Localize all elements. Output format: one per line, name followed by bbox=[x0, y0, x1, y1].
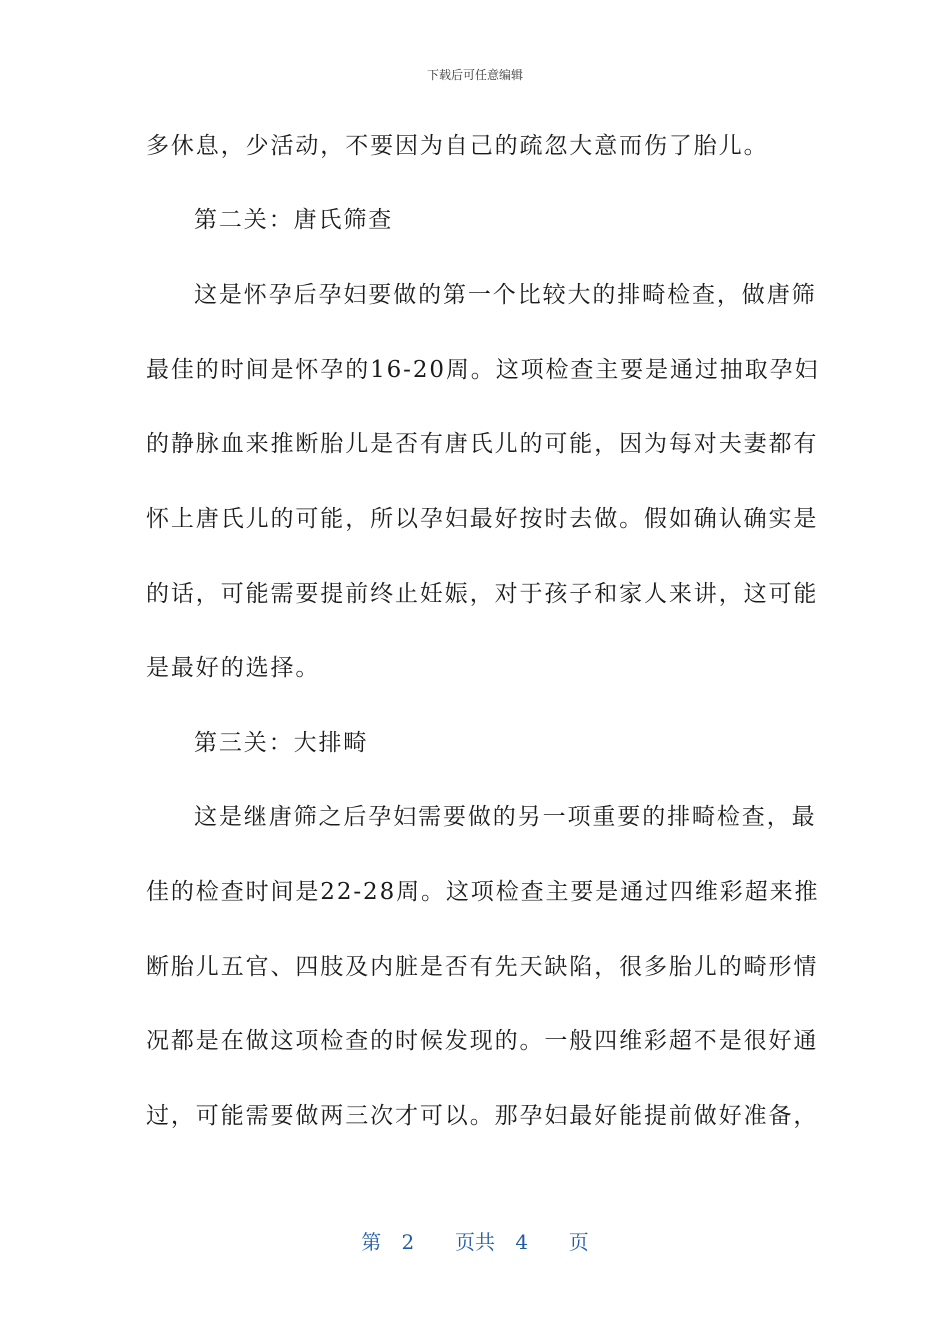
page-number-footer: 第 2 页共 4 页 bbox=[361, 1230, 589, 1254]
paragraph-line: 这是继唐筛之后孕妇需要做的另一项重要的排畸检查，最 bbox=[194, 804, 817, 830]
paragraph-line: 佳的检查时间是22-28周。这项检查主要是通过四维彩超来推 bbox=[146, 879, 820, 905]
paragraph-line: 过，可能需要做两三次才可以。那孕妇最好能提前做好准备， bbox=[146, 1103, 819, 1129]
paragraph-line: 是最好的选择。 bbox=[146, 655, 321, 681]
paragraph-line: 这是怀孕后孕妇要做的第一个比较大的排畸检查，做唐筛 bbox=[194, 282, 817, 308]
paragraph-line: 的静脉血来推断胎儿是否有唐氏儿的可能，因为每对夫妻都有 bbox=[146, 431, 819, 457]
paragraph-line: 怀上唐氏儿的可能，所以孕妇最好按时去做。假如确认确实是 bbox=[146, 506, 819, 532]
paragraph-line: 多休息，少活动，不要因为自己的疏忽大意而伤了胎儿。 bbox=[146, 133, 769, 159]
paragraph-line: 最佳的时间是怀孕的16-20周。这项检查主要是通过抽取孕妇 bbox=[146, 357, 820, 383]
section-heading: 第三关：大排畸 bbox=[194, 730, 369, 756]
paragraph-line: 况都是在做这项检查的时候发现的。一般四维彩超不是很好通 bbox=[146, 1028, 819, 1054]
paragraph-line: 的话，可能需要提前终止妊娠，对于孩子和家人来讲，这可能 bbox=[146, 581, 819, 607]
page-header-note: 下载后可任意编辑 bbox=[426, 68, 523, 82]
section-heading: 第二关：唐氏筛查 bbox=[194, 207, 394, 233]
paragraph-line: 断胎儿五官、四肢及内脏是否有先天缺陷，很多胎儿的畸形情 bbox=[146, 954, 819, 980]
